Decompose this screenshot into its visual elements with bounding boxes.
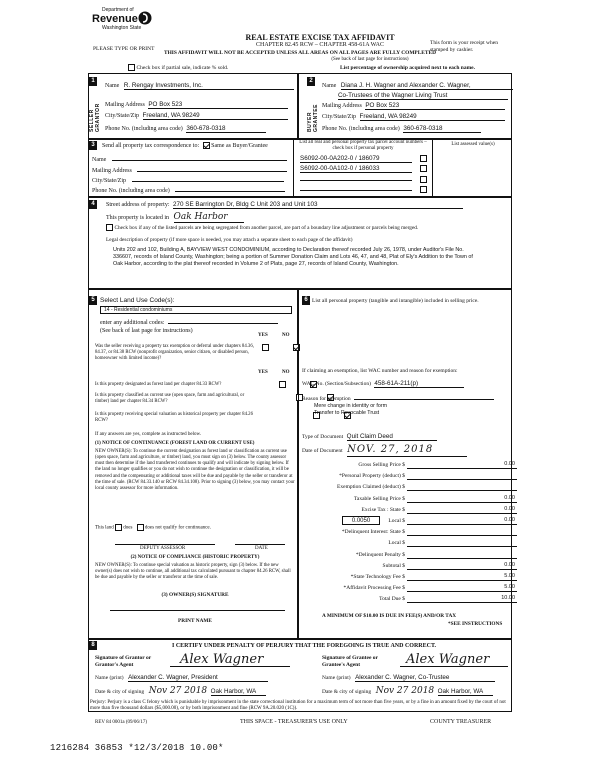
located-label: This property is located in bbox=[106, 215, 169, 221]
tax-row-amount bbox=[407, 483, 517, 491]
land-qualify-row bbox=[95, 524, 211, 531]
does-not-label: does not qualify for continuance. bbox=[144, 525, 211, 531]
corr-mail-field[interactable] bbox=[137, 166, 287, 172]
seller-city-label: City/State/Zip bbox=[105, 113, 139, 119]
corr-mail-row bbox=[92, 166, 287, 175]
seller-vertical-label: SELLER GRANTOR bbox=[89, 103, 101, 132]
buyer-name-line2: Co-Trustees of the Wagner Living Trust bbox=[338, 92, 508, 100]
recording-stamp: 1216284 36853 *12/3/2018 10.00* bbox=[50, 743, 224, 753]
land-see-back: (See back of last page for instructions) bbox=[100, 328, 193, 334]
does-label: does bbox=[123, 525, 133, 531]
continuance-title: (1) NOTICE OF CONTINUANCE (FOREST LAND OR CURRENT USE) bbox=[95, 441, 255, 446]
parcel-header: List all real and personal property tax parcel account numbers – check box if personal property bbox=[299, 140, 427, 151]
tax-row-label: Local $ bbox=[388, 518, 405, 524]
tax-row-amount: 0.00 bbox=[407, 517, 517, 525]
grantor-print-label: Name (print) bbox=[95, 675, 124, 681]
send-label: Send all property tax correspondence to: bbox=[102, 142, 200, 149]
certify-statement: I CERTIFY UNDER PENALTY OF PERJURY THAT THE FOREGOING IS TRUE AND CORRECT. bbox=[172, 643, 437, 649]
section-8-number: 8 bbox=[89, 641, 97, 650]
owner-sign-line bbox=[110, 610, 285, 611]
section-5-number: 5 bbox=[89, 296, 97, 305]
reason-line bbox=[354, 394, 494, 400]
grantee-signature: Alex Wagner bbox=[400, 652, 508, 667]
section-2-number: 2 bbox=[307, 77, 315, 86]
local-rate-box: 0.0050 bbox=[342, 516, 380, 525]
tax-row-label: Gross Selling Price $ bbox=[358, 462, 405, 468]
doc-type-label: Type of Document bbox=[302, 434, 344, 440]
grantee-sig-label: Signature of Grantee or Grantee's Agent bbox=[322, 655, 378, 669]
grantee-print-name: Alexander C. Wagner, Co-Trustee bbox=[355, 674, 495, 682]
corr-phone-field[interactable] bbox=[175, 186, 285, 192]
yes-header-1: YES bbox=[258, 333, 268, 338]
question-2: Is this property designated as forest land per chapter 84.33 RCW? bbox=[95, 382, 222, 387]
doc-date-label: Date of Document bbox=[302, 448, 343, 454]
grantor-name-row bbox=[95, 674, 268, 682]
legal-description: Units 202 and 102, Building A, BAYVIEW WEST CONDOMINIUM, according to Declaration thereof recorded July 26, 1978, under Auditor's File No. 336607, records of Island County, Washington; being a portion of Summer Donation Claim and Lots 46, 47, and 48, Plat of Ely's Addition to the Town of Oak Harbor, according to the plat thereof recorded in Volume 2 of Plats, page 27, records of Island County, Washington. bbox=[113, 247, 473, 268]
see-back-note: (See back of last page for instructions) bbox=[331, 57, 409, 62]
seller-mail: PO Box 523 bbox=[148, 101, 288, 109]
tax-row-amount: 0.00 bbox=[407, 506, 517, 514]
doc-date: NOV. 27, 2018 bbox=[347, 444, 467, 457]
corr-name-label: Name bbox=[92, 157, 107, 163]
parcel-1-personal-checkbox[interactable] bbox=[420, 155, 427, 162]
agency-name: Revenue bbox=[92, 13, 138, 25]
section-3-divider bbox=[293, 139, 294, 197]
doc-type-row bbox=[302, 433, 437, 441]
tax-row-label: Excise Tax : State $ bbox=[361, 507, 405, 513]
buyer-name-row bbox=[322, 82, 513, 90]
reason-row bbox=[302, 394, 494, 403]
additional-codes-label: enter any additional codes: bbox=[100, 320, 165, 326]
street-label: Street address of property: bbox=[106, 202, 170, 208]
tax-row-label: *Affidavit Processing Fee $ bbox=[343, 585, 405, 591]
tax-row-amount: 10.00 bbox=[407, 595, 517, 603]
buyer-name-line1: Diana J. H. Wagner and Alexander C. Wagner, bbox=[341, 82, 513, 90]
seller-phone: 360-678-0318 bbox=[186, 125, 266, 133]
grantor-date-row bbox=[95, 686, 266, 696]
section-1-number: 1 bbox=[89, 77, 97, 86]
rev-number: REV 84 0001a (09/06/17) bbox=[95, 720, 147, 725]
tax-row-label: *Personal Property (deduct) $ bbox=[339, 473, 405, 479]
parcel-row-2 bbox=[300, 165, 427, 173]
parcel-3-personal-checkbox[interactable] bbox=[420, 176, 427, 183]
buyer-name-label: Name bbox=[322, 83, 337, 89]
partial-sale-checkbox[interactable] bbox=[128, 64, 135, 71]
seller-name-label: Name bbox=[105, 83, 120, 89]
q2-yes-checkbox[interactable] bbox=[279, 381, 286, 388]
corr-city-label: City/State/Zip bbox=[92, 178, 126, 184]
assessed-divider bbox=[432, 139, 433, 197]
buyer-phone-label: Phone No. (including area code) bbox=[322, 126, 400, 132]
minimum-fee-note: A MINIMUM OF $10.00 IS DUE IN FEE(S) AND/OR TAX bbox=[322, 613, 457, 619]
parcel-row-1 bbox=[300, 155, 427, 163]
street-address: 270 SE Barrington Dr, Bldg C Unit 203 and Unit 103 bbox=[173, 201, 463, 209]
tax-row-label: Exemption Claimed (deduct) $ bbox=[337, 484, 405, 490]
tax-row-amount bbox=[407, 528, 517, 536]
perjury-notice: Perjury: Perjury is a class C felony which is punishable by imprisonment in the state correctional institution for a maximum term of not more than five years, or by a fine in an amount fixed by the court of not more than five thousand dollars ($5,000.00), or by both imprisonment and fine (RCW 9A.20.020 (1C)). bbox=[90, 700, 506, 712]
compliance-title: (2) NOTICE OF COMPLIANCE (HISTORIC PROPERTY) bbox=[130, 555, 260, 560]
additional-codes-field[interactable] bbox=[168, 318, 278, 324]
grantee-date-row bbox=[322, 686, 493, 696]
corr-phone-label: Phone No. (including area code) bbox=[92, 188, 170, 194]
form-notice: THIS AFFIDAVIT WILL NOT BE ACCEPTED UNLESS ALL AREAS ON ALL PAGES ARE FULLY COMPLETED bbox=[163, 50, 436, 56]
seller-phone-row bbox=[105, 125, 266, 133]
section-3-number: 3 bbox=[89, 141, 97, 150]
owner-signature-label: (3) OWNER(S) SIGNATURE bbox=[161, 592, 229, 598]
question-1: Was the seller receiving a property tax exemption or deferral under chapters 84.36, 84.37, or 84.38 RCW (nonprofit organization, senior citizen, or disabled person, homeowner with limited income)? bbox=[95, 344, 254, 361]
legal-label: Legal description of property (if more space is needed, you may attach a separate sheet to each page of the affidavit) bbox=[106, 237, 353, 243]
grantee-city: Oak Harbor, WA bbox=[438, 688, 493, 696]
segregate-row bbox=[106, 224, 418, 232]
tax-row-amount: 0.00 bbox=[407, 562, 517, 570]
doc-type: Quit Claim Deed bbox=[347, 433, 437, 441]
tax-row-label: Subtotal $ bbox=[382, 563, 405, 569]
seller-name: R. Rengay Investments, Inc. bbox=[124, 82, 294, 90]
reason-label: Reason for exemption bbox=[302, 396, 351, 402]
buyer-phone: 360-678-0318 bbox=[403, 125, 481, 133]
tax-row-label: Total Due $ bbox=[379, 596, 405, 602]
if-any-yes: If any answers are yes, complete as instructed below. bbox=[95, 432, 202, 437]
grantee-name-row bbox=[322, 674, 495, 682]
parcel-field-4[interactable] bbox=[300, 185, 412, 191]
tax-row-amount bbox=[407, 551, 517, 559]
no-header-1: NO bbox=[282, 333, 290, 338]
parcel-row-4 bbox=[300, 185, 427, 194]
grantor-date: Nov 27 2018 bbox=[148, 686, 208, 696]
county-treasurer: COUNTY TREASURER bbox=[430, 719, 492, 725]
wac-number: 458-61A-211(p) bbox=[374, 380, 464, 388]
grantor-signature: Alex Wagner bbox=[170, 653, 290, 667]
form-title: REAL ESTATE EXCISE TAX AFFIDAVIT bbox=[245, 33, 395, 42]
buyer-mail-label: Mailing Address bbox=[322, 103, 362, 109]
buyer-phone-row bbox=[322, 125, 481, 133]
tax-row-amount: 0.00 bbox=[407, 495, 517, 503]
segregate-label: Check box if any of the listed parcels are being segregated from another parcel, are part of a boundary line adjustment or parcels being merged. bbox=[114, 224, 419, 231]
deputy-date-line bbox=[235, 544, 285, 545]
partial-sale-row bbox=[128, 64, 228, 72]
form-chapter: CHAPTER 82.45 RCW – CHAPTER 458-61A WAC bbox=[256, 42, 384, 48]
no-header-2: NO bbox=[282, 370, 290, 375]
seller-city-row bbox=[105, 112, 295, 120]
parcel-2-personal-checkbox[interactable] bbox=[420, 165, 427, 172]
buyer-city-row bbox=[322, 113, 505, 121]
section-4-number: 4 bbox=[89, 200, 97, 209]
parcel-number-1: S6092-00-0A202-0 / 186079 bbox=[300, 155, 412, 163]
partial-sale-label: Check box if partial sale, indicate % sold. bbox=[136, 64, 229, 71]
street-row bbox=[106, 201, 463, 209]
deputy-date-label: DATE bbox=[255, 546, 268, 551]
type-print-label: PLEASE TYPE OR PRINT bbox=[93, 46, 155, 52]
located-city: Oak Harbor bbox=[174, 212, 244, 223]
tax-row-amount bbox=[407, 472, 517, 480]
state-label: Washington State bbox=[102, 25, 142, 31]
grantee-date-label: Date & city of signing bbox=[322, 689, 372, 695]
corr-name-row bbox=[92, 155, 290, 164]
tax-row-amount: 5.00 bbox=[407, 584, 517, 592]
dept-label: Department of bbox=[102, 7, 134, 13]
buyer-mail-row bbox=[322, 102, 505, 110]
corr-name-field[interactable] bbox=[112, 155, 287, 161]
question-3: Is this property classified as current use (open space, farm and agricultural, or timber) land per chapter 84.34 RCW? bbox=[95, 393, 245, 404]
tax-row-label: *State Technology Fee $ bbox=[350, 574, 405, 580]
does-not-qualify-checkbox[interactable] bbox=[137, 524, 144, 531]
same-as-buyer-checkbox[interactable] bbox=[203, 142, 210, 149]
grantor-date-label: Date & city of signing bbox=[95, 689, 145, 695]
grantee-date: Nov 27 2018 bbox=[375, 686, 435, 696]
wac-row bbox=[302, 380, 464, 388]
buyer-mail: PO Box 523 bbox=[365, 102, 505, 110]
parcel-number-2: S6092-00-0A102-0 / 186033 bbox=[300, 165, 412, 173]
grantor-sig-label: Signature of Grantor or Grantor's Agent bbox=[95, 655, 152, 669]
print-name-label: PRINT NAME bbox=[178, 618, 212, 624]
seller-city: Freeland, WA 98249 bbox=[143, 112, 288, 120]
grantor-print-name: Alexander C. Wagner, President bbox=[128, 674, 268, 682]
q1-yes-checkbox[interactable] bbox=[262, 344, 269, 351]
tax-row-label: Taxable Selling Price $ bbox=[353, 496, 405, 502]
personal-property-note: List all personal property (tangible and intangible) included in selling price. bbox=[312, 298, 479, 304]
reason-line-2: Transfer to Revocable Trust bbox=[314, 410, 380, 416]
wac-label: WAC No. (Section/Subsection) bbox=[302, 381, 371, 387]
seller-phone-label: Phone No. (including area code) bbox=[105, 126, 183, 132]
land-use-code: 14 - Residential condominiums bbox=[104, 307, 173, 313]
tax-row-amount: 5.00 bbox=[407, 573, 517, 581]
buyer-city: Freeland, WA 98249 bbox=[360, 113, 505, 121]
dor-logo bbox=[92, 8, 152, 40]
grantee-print-label: Name (print) bbox=[322, 675, 351, 681]
compliance-text: NEW OWNER(S): To continue special valuation as historic property, sign (3) below. If the new owner(s) does not wish to continue, all additional tax calculated pursuant to chapter 84.26 RCW, shall be due and payable by the seller or transferor at the time of sale. bbox=[95, 563, 291, 581]
section-6-number: 6 bbox=[302, 296, 310, 305]
parcel-row-3 bbox=[300, 175, 427, 184]
land-use-label: Select Land Use Code(s): bbox=[100, 297, 175, 304]
buyer-city-label: City/State/Zip bbox=[322, 114, 356, 120]
receipt-note: This form is your receipt when stamped by cashier. bbox=[430, 40, 498, 54]
dor-logo-icon bbox=[138, 10, 152, 26]
question-4: Is this property receiving special valuation as historical property per chapter 84.26 RCW? bbox=[95, 412, 253, 423]
exemption-claim-note: If claiming an exemption, list WAC number and reason for exemption: bbox=[302, 368, 458, 374]
parcel-field-3[interactable] bbox=[300, 175, 412, 181]
buyer-vertical-label: BUYER GRANTEE bbox=[307, 104, 319, 132]
tax-row-label: *Delinquent Penalty $ bbox=[355, 552, 405, 558]
see-instructions-note: *SEE INSTRUCTIONS bbox=[448, 621, 503, 627]
continuance-text: NEW OWNER(S): To continue the current designation as forest land or classification as current use (open space, farm and agriculture, or timber) land, you must sign on (3) below. The county assessor must then determine if the land transferred continues to qualify and will indicate by signing below. If the land no longer qualifies or you do not wish to continue the designation or classification, it will be removed and the compensating or additional taxes will be due and payable by the seller or transferor at the time of sale. (RCW 84.33.140 or RCW 84.34.108). Prior to signing (3) below, you may contact your local county assessor for more information. bbox=[95, 449, 295, 491]
does-qualify-checkbox[interactable] bbox=[115, 524, 122, 531]
doc-date-row bbox=[302, 444, 467, 457]
same-as-buyer-label: Same as Buyer/Grantee bbox=[211, 142, 268, 149]
segregate-checkbox[interactable] bbox=[106, 224, 113, 231]
additional-codes-row bbox=[100, 318, 278, 327]
located-row bbox=[106, 212, 244, 223]
send-correspondence-row bbox=[102, 142, 268, 150]
corr-phone-row bbox=[92, 186, 285, 195]
ownership-note: List percentage of ownership acquired next to each name. bbox=[340, 65, 475, 71]
land-use-select[interactable] bbox=[100, 306, 292, 314]
corr-city-field[interactable] bbox=[132, 176, 284, 182]
land-qualify-label: This land bbox=[95, 525, 114, 531]
assessed-header: List assessed value(s) bbox=[451, 142, 495, 147]
seller-mail-row bbox=[105, 101, 295, 109]
yes-header-2: YES bbox=[258, 370, 268, 375]
corr-mail-label: Mailing Address bbox=[92, 168, 132, 174]
reason-line-1: Mere change in identity or form bbox=[314, 403, 388, 409]
deputy-sign-line bbox=[115, 544, 215, 545]
treasurer-space: THIS SPACE - TREASURER'S USE ONLY bbox=[240, 719, 348, 725]
seller-name-row bbox=[105, 82, 295, 90]
tax-row-amount: 0.00 bbox=[407, 461, 517, 469]
deputy-assessor-label: DEPUTY ASSESSOR bbox=[140, 546, 186, 551]
tax-row-label: Local $ bbox=[388, 540, 405, 546]
parcel-4-personal-checkbox[interactable] bbox=[420, 186, 427, 193]
tax-row-label: *Delinquent Interest: State $ bbox=[341, 529, 405, 535]
tax-row-amount bbox=[407, 539, 517, 547]
grantor-city: Oak Harbor, WA bbox=[211, 688, 266, 696]
seller-mail-label: Mailing Address bbox=[105, 102, 145, 108]
corr-city-row bbox=[92, 176, 284, 185]
